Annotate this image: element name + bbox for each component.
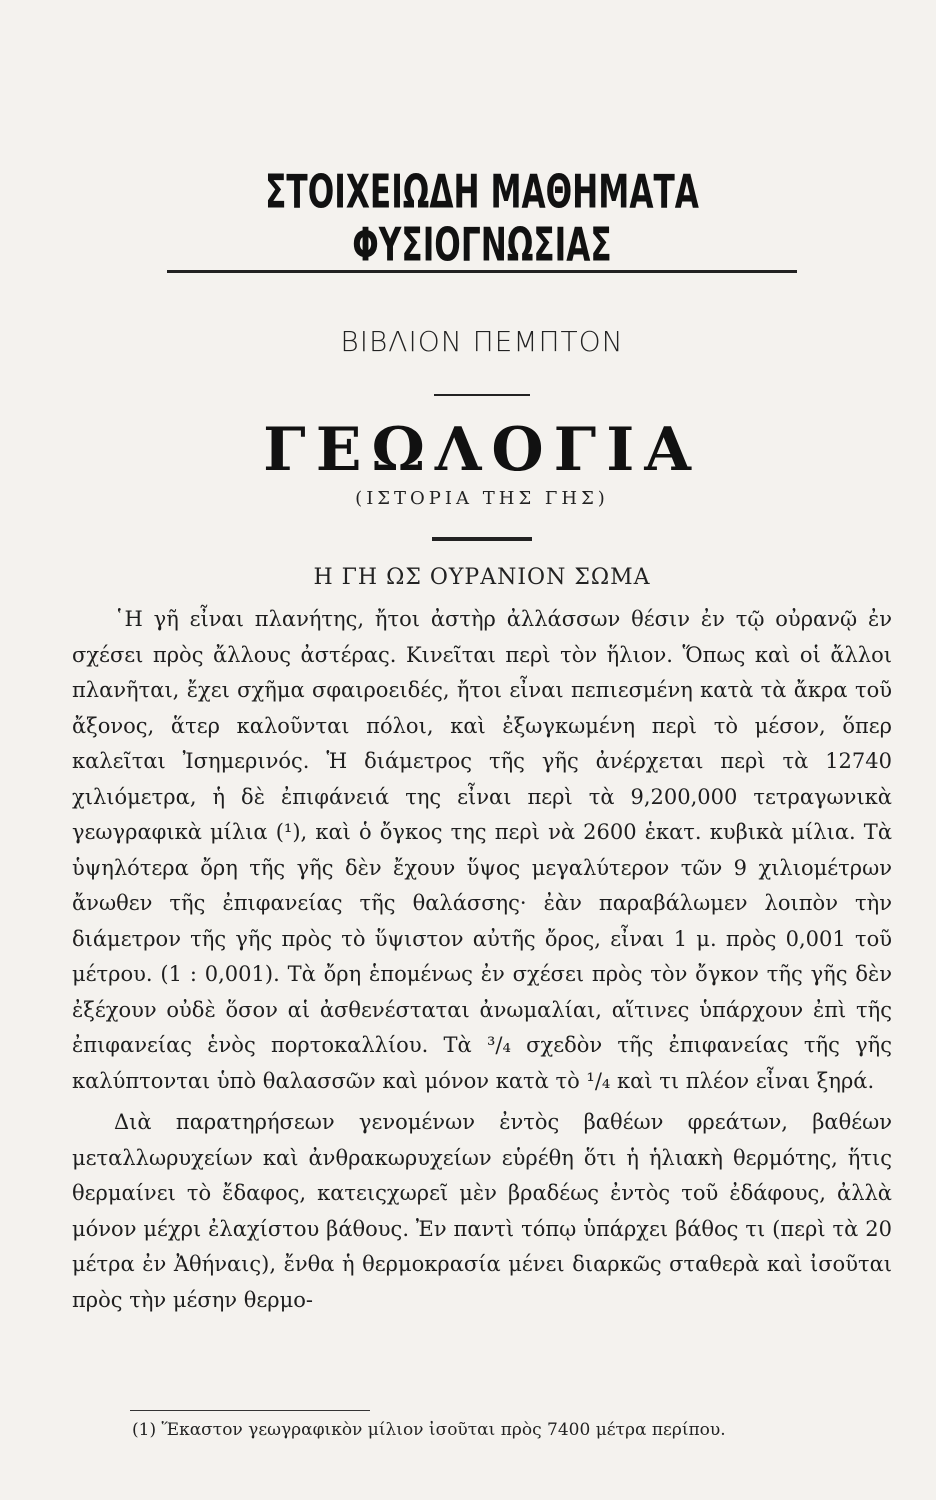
- divider-short: [434, 394, 530, 396]
- book-label: ΒΙΒΛΙΟΝ ΠΕΜΠΤΟΝ: [340, 325, 624, 358]
- paragraph-1: ῾Η γῆ εἶναι πλανήτης, ἤτοι ἀστὴρ ἀλλάσσων θέσιν ἐν τῷ οὐρανῷ ἐν σχέσει πρὸς ἄλλους ἀστέρας. Κινεῖται περὶ τὸν ἥλιον. Ὅπως καὶ οἱ ἄλλοι πλανῆται, ἔχει σχῆμα σφαιροειδές, ἤτοι εἶναι πεπιεσμένη κατὰ τὰ ἄκρα τοῦ ἄξονος, ἅτερ καλοῦνται πόλοι, καὶ ἐξωγκωμένη περὶ τὸ μέσον, ὅπερ καλεῖται Ἰσημερινός. Ἡ διάμετρος τῆς γῆς ἀνέρχεται περὶ τὰ 12740 χιλιόμετρα, ἡ δὲ ἐπιφάνειά της εἶναι περὶ τὰ 9,200,000 τετραγωνικὰ γεωγραφικὰ μίλια (¹), καὶ ὁ ὄγκος της περὶ νὰ 2600 ἑκατ. κυβικὰ μίλια. Τὰ ὑψηλότερα ὄρη τῆς γῆς δὲν ἔχουν ὕψος μεγαλύτερον τῶν 9 χιλιομέτρων ἄνωθεν τῆς ἐπιφανείας τῆς θαλάσσης· ἐὰν παραβάλωμεν λοιπὸν τὴν διάμετρον τῆς γῆς πρὸς τὸ ὕψιστον αὐτῆς ὄρος, εἶναι 1 μ. πρὸς 0,001 τοῦ μέτρου. (1 : 0,001). Τὰ ὄρη ἑπομένως ἐν σχέσει πρὸς τὸν ὄγκον τῆς γῆς δὲν ἐξέχουν οὐδὲ ὅσον αἱ ἀσθενέσταται ἀνωμαλίαι, αἵτινες ὑπάρχουν ἐπὶ τῆς ἐπιφανείας ἑνὸς πορτοκαλλίου. Τὰ ³/₄ σχεδὸν τῆς ἐπιφανείας τῆς γῆς καλύπτονται ὑπὸ θαλασσῶν καὶ μόνον κατὰ τὸ ¹/₄ καὶ τι πλέον εἶναι ξηρά.: [72, 607, 892, 1093]
- footnote-rule: [130, 1410, 370, 1411]
- chapter-title: ΓΕΩΛΟΓΙΑ: [263, 415, 701, 485]
- body-text: [72, 602, 892, 1318]
- chapter-subtitle: (ΙΣΤΟΡΙΑ ΤΗΣ ΓΗΣ): [355, 488, 609, 509]
- paragraph-2: Διὰ παρατηρήσεων γενομένων ἐντὸς βαθέων φρεάτων, βαθέων μεταλλωρυχείων καὶ ἀνθρακωρυχείων εὑρέθη ὅτι ἡ ἡλιακὴ θερμότης, ἥτις θερμαίνει τὸ ἔδαφος, κατειςχωρεῖ μὲν βραδέως ἐντὸς τοῦ ἐδάφους, ἀλλὰ μόνον μέχρι ἐλαχίστου βάθους. Ἐν παντὶ τόπῳ ὑπάρχει βάθος τι (περὶ τὰ 20 μέτρα ἐν Ἀθήναις), ἔνθα ἡ θερμοκρασία μένει διαρκῶς σταθερὰ καὶ ἰσοῦται πρὸς τὴν μέσην θερμο-: [72, 1110, 892, 1312]
- section-heading: Η ΓΗ ΩΣ ΟΥΡΑΝΙΟΝ ΣΩΜΑ: [313, 565, 651, 590]
- divider-thick: [432, 537, 532, 541]
- footnote: (1) Ἕκαστον γεωγραφικὸν μίλιον ἰσοῦται πρὸς 7400 μέτρα περίπου.: [132, 1420, 726, 1440]
- series-title: ΣΤΟΙΧΕΙΩΔΗ ΜΑΘΗΜΑΤΑ ΦΥΣΙΟΓΝΩΣΙΑΣ: [265, 166, 699, 272]
- page: [72, 160, 892, 1318]
